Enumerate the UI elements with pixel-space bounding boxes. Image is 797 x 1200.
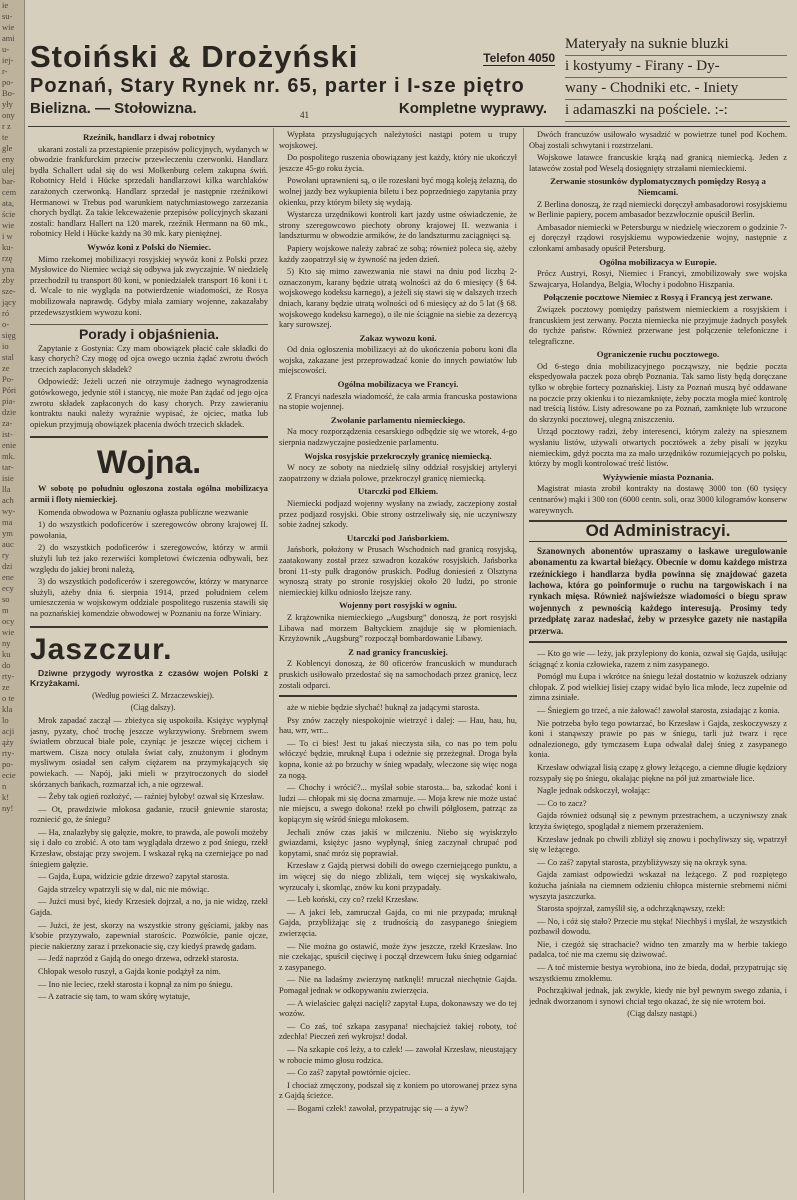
story-paragraph: — Kto go wie — leży, jak przylepiony do konia, ozwał się Gajda, usiłując ściągnąć z konia człowieka, razem z nim zasypanego. [529,649,787,669]
fold-fragment: po- [2,759,14,769]
fold-fragment: enie [2,440,17,450]
article-paragraph: 2) do wszystkich podoficerów i szeregowców, którzy w armii służyli lub też jako rezerwiści kompletowi ćwiczenia odbywali, bez względu do jakiej broni należą, [30,543,268,574]
fold-fragment: acji [2,726,15,736]
serial-title: Jaszczur. [30,626,268,666]
fold-fragment: ecie [2,770,16,780]
article-paragraph: Prócz Austryi, Rosyi, Niemiec i Francyi, zmobilizowały swe wojska Szwajcarya, Holandya, Belgia, Włochy i podobno Hiszpania. [529,269,787,289]
story-paragraph: — No, i cóż się stało? Przecie mu stęka! Niechbyś i myślał, że wszystkich pozbawił dowodu. [529,916,787,937]
fold-fragment: ecy [2,583,14,593]
fold-fragment: ze [2,363,10,373]
fold-fragment: lla [2,484,11,494]
fold-fragment: k! [2,792,10,802]
fold-fragment: dzi [2,561,13,571]
story-paragraph: — Ha, znalazłyby się gałęzie, mokre, to prawda, ale powoli możeby się i dało co zrobić. A oto tam wyglądała drzewo z pod śniegu, rzekł Krzesław, obstając przy swojem. I wskazał ręką na czerniejące po nad śniegiem gałęzie. [30,827,268,869]
left-page-fold [0,0,25,1200]
advert-title: Stoiński & Drożyński [30,39,359,74]
story-paragraph: Nagle jednak odskoczył, wołając: [537,786,651,796]
fold-fragment: ulej [2,165,15,175]
story-paragraph: Nie, i czegóż się strachacie? widno ten zmarzły ma w herbie takiego padalca, toć nie ma czemu się dziwować. [529,939,787,960]
story-paragraph: Krzesław z Gajdą pierwsi dobili do owego czerniejącego punktu, a im więcej się do niego zbliżali, tem więcej się wyskakiwało, wyrzucały i, skomląc, znów ku koni przypadały. [279,861,517,892]
story-paragraph: — Na szkapie coś leży, a to człek! — zawołał Krzesław, nieustający w robocie mimo głosu rodzica. [279,1044,517,1065]
header-rule [28,126,790,127]
story-paragraph: — Gajda, Łupa, widzicie gdzie drzewo? zapytał starosta. [38,872,230,882]
fold-fragment: ny! [2,803,14,813]
fold-fragment: wie [2,220,15,230]
headline: Wojenny port rosyjski w ogniu. [339,600,457,611]
story-paragraph: — Jużci, że jest, skorzy na wszystkie strony gęściami, jakby nas k'sobie przyzywało, zapewniał starościc. Pozwólcie, panie ojcze, piecie nakierzny zaraz i przekonacie się, czy kiedyś prawdę gadam. [30,920,268,951]
story-paragraph: — To ci bies! Jest tu jakaś nieczysta siła, co nas po tem polu włóczyć będzie, mruknął Łupa i odeżnie się przeżegnał. Droga była kopna, konie aż po brzuchy w śnieg wpadały, wleczone się więc noga za nogą. [279,738,517,780]
story-paragraph: Gajda strzelcy wpatrzyli się w dal, nic nie mówiąc. [38,884,210,894]
headline: Wywóz koni z Polski do Niemiec. [87,241,211,252]
article-paragraph: Od 6-stego dnia mobilizacyjnego począwszy, nie będzie poczta ekspedyowała paczek poza obręb Poznania. Tak samo listy będą doręczane tylko w obrębie fortecy poznańskiej. Listy za Poznań muszą być oddawane na poczcie przy okienku i to niezamknięte, żeby poczta mogła mieć kontrolę nad treścią listów. Listy adresowane po za Poznań, zamknięte lub wrzucone do skrzynki pocztowej, ulegną zniszczeniu. [529,361,787,424]
fold-fragment: so [2,594,10,604]
fold-fragment: rzę [2,253,13,263]
story-paragraph: Pochrząkiwał jednak, jak zwykle, kiedy nie był pewnym swego zdania, i jednak dworzanom i synowi chciał tego okazać, że się nie wrotem boi. [529,986,787,1006]
article-paragraph: Urząd pocztowy radzi, żeby interesenci, którym zależy na spiesznem wysłaniu listów, używali otwartych pocztówek a żeby pisali w języku niemieckim, gdyż poczta ma za mało urzędników rozumiejących po polsku, którzy by mogli kontrolować treść listów. [529,427,787,469]
fold-fragment: o- [2,319,10,329]
fold-fragment: isie [2,473,14,483]
fold-fragment: ist- [2,429,13,439]
section-heading-advice: Porady i objaśnienia. [30,324,268,340]
story-paragraph: — A zatracie się tam, to wam skórę wytatuje, [38,992,191,1002]
fold-fragment: ąży [2,737,14,747]
column-2 [279,130,517,1190]
headline: Wyżywienie miasta Poznania. [602,471,714,482]
fold-fragment: io [2,341,9,351]
story-paragraph: Psy znów zaczęły niespokojnie wietrzyć i dalej: — Hau, hau, hu, hau, wrr, wrr... [279,715,517,736]
fold-fragment: Po- [2,374,14,384]
fold-fragment: ie [2,0,9,10]
fold-fragment: cem [2,187,17,197]
fold-fragment: jący [2,297,17,307]
story-paragraph: Chłopak wesoło ruszył, a Gajda konie podążył za nim. [38,967,221,976]
headline: Zakaz wywozu koni. [359,332,437,343]
advert-fabrics-line: wany - Chodniki etc. - Iniety [565,78,787,100]
story-paragraph: Mrok zapadać zaczął — zbieżyca się uspokoiła. Księżyc wypłynął jasny, pyzaty, choć trochę jeszcze wykrzywiony. Srebrnem swem światłem obrzucał białe pole, czyniąc je jeszcze więcej cichem i martwem. Cisza nocy otulała świat cały, znużonym i głodnym mysliwym osiadał sen całym ciężarem na przymykających się powiekach. — Napój, jaki mieli w przytroczonych do siodeł skórzanych bańkach, rozmarzał ich, a nie ogrzewał. [30,715,268,789]
fold-fragment: gle [2,143,13,153]
article-paragraph: Powołani uprawnieni są, o ile rozesłani być mogą koleją żelazną, do wolnej jazdy bez wykupienia biletu i bez poprzedniego zapytania przy okienku, przy którym bilety się wydają. [279,176,517,207]
advert-stoinski [30,40,555,122]
fold-fragment: su- [2,11,13,21]
fold-fragment: eny [2,154,15,164]
fold-fragment: r- [2,66,8,76]
fold-fragment: o te [2,693,15,703]
story-paragraph: Gajda również odsunął się z pewnym przestrachem, a uczyniwszy znak krzyża świętego, spoglądał z niemem przerażeniem. [529,811,787,831]
story-paragraph: — Śniegiem go trzeć, a nie żałować! zawołał starosta, zsiadając z konia. [537,706,780,715]
story-paragraph: aże w niebie będzie słychać! huknął za jadącymi starosta. [287,703,480,713]
fold-fragment: pia- [2,396,16,406]
fold-fragment: ami [2,33,15,43]
story-paragraph: — Co to zacz? [537,798,587,808]
fold-fragment: lo [2,715,9,725]
fold-fragment: ene [2,572,14,582]
article-paragraph: Do pospolitego ruszenia obowiązany jest każdy, który nie ukończył jeszcze 45-go roku życia. [279,153,517,173]
advert-fabrics-line: i adamaszki na pościele. :-: [565,100,787,122]
advert-goods [30,98,555,120]
story-paragraph: — Co zaś? zapytał starosta, przybliżywszy się na okrzyk syna. [537,857,748,867]
advert-goods-left: Bielizna. — Stołowizna. [30,100,197,117]
story-paragraph: — Leb koński, czy co? rzekł Krzesław. [287,895,419,905]
article-paragraph: Od dnia ogłoszenia mobilizacyi aż do ukończenia poboru koni dla wojska, zakazane jest przeprowadzać konie do innych powiatów lub miejscowości. [279,345,517,376]
advert-fabrics [565,34,787,124]
fold-fragment: ku- [2,242,14,252]
story-paragraph: — Nie na ladaśmy zwierzynę natknęli! mruczał niechętnie Gajda. Pomagał jednak w odkopywaniu zwierzęcia. [279,975,517,995]
article-paragraph: Związek pocztowy pomiędzy państwem niemieckiem a rosyjskiem i francuskiem jest zerwany. Poczta niemiecka nie przyjmuje żadnych posyłek do tychże państw. Również przerwane jest połączenie telefoniczne i telegraficzne. [529,304,787,346]
article-paragraph: 3) do wszystkich podoficerów i szeregowców, którzy w marynarce służyli, ażeby dnia 6. sierpnia 1914, przed południem celem umieszczenia w wojskowym oddziale pospolitego ruszenia stawili się na poznańskiej komendzie obwodowej w Poznaniu na forze Winiary. [30,577,268,618]
serial-to-be-continued: (Ciąg dalszy nastąpi.) [627,1009,697,1019]
headline: Zerwanie stosunków dyplomatycznych pomiędzy Rosyą a Niemcami. [550,176,766,197]
story-paragraph: Jechali znów czas jakiś w milczeniu. Niebo się wyiskrzyło gwiazdami, księżyc jasno wypłynął, śnieg zaczynał chrupać pod kopytami, snać mróz się poprawiał. [279,827,517,858]
story-paragraph: — Żeby tak ogień rozłożyć, — raźniej byłoby! ozwał się Krzesław. [38,792,264,802]
fold-fragment: Bo- [2,88,15,98]
fold-fragment: wie [2,627,15,637]
story-paragraph: Pomógł mu Łupa i wkrótce na śniegu leżał dostatnio w kożuszek odziany chłopak. Z pod wielkiej lisiej czapy widać było lica młode, lecz zupełnie od zimna zsiniałe. [529,672,787,703]
story-paragraph: — Jedź naprzód z Gajdą do onego drzewa, odrzekł starosta. [38,954,239,964]
headline: Utarczki pod Jańsborkiem. [346,532,450,543]
fold-fragment: rty- [2,671,15,681]
article-paragraph: W nocy ze soboty na niedzielę silny oddział rosyjskiej artyleryi zaopatrzony w działa polowe, przekroczył granicę niemiecką. [279,463,517,483]
story-paragraph: — Ino nie leciec, rzekł starosta i kopnął za nim po śniegu. [38,979,233,989]
story-paragraph: — Nie można go ostawić, może żyw jeszcze, rzekł Krzesław. Ino nie czekając, spuścił cięciwę i począł drzewcem łuku śnieg odgarniać z zasypanego. [279,941,517,972]
fold-fragment: kla [2,704,13,714]
fold-fragment: n [2,781,7,791]
advert-fabrics-line: Materyały na suknie bluzki [565,34,787,56]
headline: Rzeźnik, handlarz i dwaj robotnicy [82,132,216,142]
headline: Połączenie pocztowe Niemiec z Rosyą i Francyą jest zerwane. [543,292,773,303]
fold-fragment: iej- [2,55,14,65]
fold-fragment: yły [2,99,13,109]
story-paragraph: — A wielaściec gałęzi nacięli? zapytał Łupa, dokonawszy we do tej wozów. [279,998,517,1019]
headline: Z nad granicy francuskiej. [348,646,448,657]
fold-fragment: bar- [2,176,16,186]
article-paragraph: Na mocy rozporządzenia cesarskiego odbędzie się we wtorek, 4-go sierpnia nadzwyczajne posiedzenie parlamentu. [279,427,517,448]
fold-fragment: zby [2,275,15,285]
article-paragraph: Mimo rzekomej mobilizacyi rosyjskiej wywóz koni z Polski przez Mysłowice do Niemiec wciąż się odbywa jak zwyczajnie. W niedzielę przechodził tu transport 80 koni, w poniedziałek transport 16 koni i t. d. Wcale to nie wygląda na potwierdzenie wiadomości, że Rosya mobilizowała naprawdę. Gdyby miała zamiary wojenne, zakazałaby przedewszystkiem wywozu koni. [30,254,268,317]
fold-fragment: ku [2,649,11,659]
headline: Ograniczenie ruchu pocztowego. [596,349,720,360]
article-paragraph: Wypłata przysługujących należytości nastąpi potem u trupy wojskowej. [279,130,517,150]
story-paragraph: Krzesław jednak po chwili zbliżył się znowu i pochyliwszy się, wpatrzył się w leżącego. [529,834,787,855]
headline: Utarczki pod Ełkiem. [357,486,439,497]
story-paragraph: — A toć misternie bestya wyrobiona, ino że bieda, dodał, przypatrując się wszystkiemu zmokłemu. [529,963,787,983]
headline: Wojska rosyjskie przekroczyły granicę niemiecką. [304,450,492,461]
column-divider [273,128,274,1193]
fold-fragment: ry [2,550,10,560]
fold-fragment: ze [2,682,10,692]
fold-fragment: rty- [2,748,15,758]
fold-fragment: ym [2,528,13,538]
article-paragraph: Niemiecki podjazd wojenny wysłany na zwiady, zaczepiony został przez podjazd rosyjski. Obie strony ostrzeliwały się, nie uczyniwszy sobie żadnej szkody. [279,499,517,530]
advert-address: Poznań, Stary Rynek nr. 65, parter i I-sze piętro [30,75,525,97]
fold-fragment: ny [2,638,11,648]
fold-fragment: sięg [2,330,16,340]
fold-fragment: ma [2,517,13,527]
article-paragraph: ukarani zostali za przestąpienie przepisów policyjnych, wydanych w obwodzie frankfurckim przeciw przewleczeniu czerwonki. Handlarz bydła Schallert udał się do wsi Molkenburg celem zakupna świń. Robotnicy Held i Hücke sprzedali handlarzowi kilka warchlaków zarażonych czerwonką. Handlarz sprzedał je następnie rzeźnikowi Hermanowi w Trebus pod warunkiem natychmiastowego zarzezania chorych bydląt. Za takie lekceważenie przepisów policyjnych skazani zostali: handlarz Hallert na 120 marek, rzeźnik Hermann na 60 mk., robotnicy Held i Hücke każdy na 30 mk. kary pieniężnej. [30,144,268,239]
fold-fragment: ście [2,209,16,219]
story-paragraph: — Co zaś? zapytał powtórnie ojciec. [287,1068,411,1078]
column-1 [30,130,268,1190]
article-paragraph: Wystarcza urzędnikowi kontroli kart jazdy ustne oświadczenie, że strony szeregowcowo piechoty obrony krajowej II. wezwania i landszturmu w obwodzie armików, że do landszturmu zaciągnięci są. [279,210,517,241]
fold-fragment: stal [2,352,14,362]
fold-fragment: po- [2,77,14,87]
fold-fragment: r z [2,121,11,131]
article-paragraph: Ambasador niemiecki w Petersburgu w niedzielę wieczorem o godzinie 7-ej doręczył rządowi rosyjskiemu wypowiedzenie wojny, następnie z członkami ambasady opuścił Petersburg. [529,222,787,253]
article-paragraph: 1) do wszystkich podoficerów i szeregowców obrony krajowej II. powołania, [30,520,268,540]
fold-fragment: u- [2,44,10,54]
fold-fragment: Póri [2,385,17,395]
article-paragraph: Papiery wojskowe należy zabrać ze sobą; również poleca się, ażeby każdy zaopatrzył się w żywność na jeden dzień. [279,243,517,264]
article-paragraph: Z Francyi nadeszła wiadomość, że cała armia francuska postawiona na stopie wojennej. [279,391,517,412]
story-paragraph: — Chochy i wrócić?... myślał sobie starosta... ba, szkodać koni i ludzi — chłopak mi się docna zmarnuje. — Moja krew nie może ustać nie miejscu, a swego dokona! rzekł po chwili półgłosem, patrząc za kopiącym się wśród śniegu młokosem. [279,783,517,825]
section-heading-administration: Od Administracyi. [529,520,787,542]
fold-fragment: wie [2,22,15,32]
article-paragraph: Magistrat miasta zrobił kontrakty na dostawę 3000 ton (60 tysięcy centnarów) mąki i 300 ton (6000 centn. soli, oraz 3000 kilogramów konserw wareywnych. [529,484,787,515]
fold-fragment: yna [2,264,15,274]
page-number: 41 [300,110,309,120]
story-paragraph: I chociaż zmęczony, podszał się z koniem po utorowanej przez syna z Gajdą ścieżce. [279,1080,517,1101]
article-paragraph: Z Koblencyi donoszą, że 80 oficerów francuskich w mundurach pruskich usiłowało przedostać się na samochodach przez granicę, lecz zostali odparci. [279,659,517,697]
article-paragraph: Jańsbork, położony w Prusach Wschodnich nad granicą rosyjską, zaatakowany został przez szwadron kozaków rosyjskich. Jańsborka broni 11-sty pułk dragonów pruskich. Podług doniesień z Olsztyna wynoszą straty po stronie rosyjskiej około 20 ludzi, po stronie niemieckiej kilku odniosło lżejsze rany. [279,545,517,597]
fold-fragment: mk. [2,451,15,461]
serial-subtitle: Dziwne przygody wyrostka z czasów wojen Polski z Krzyżakami. [30,667,268,689]
advert-fabrics-line: i kostyumy - Firany - Dy- [565,56,787,78]
serial-continued: (Ciąg dalszy). [130,703,176,713]
headline: Ogólna mobilizacya we Francyi. [337,379,459,390]
story-paragraph: — Bogami człek! zawołał, przypatrując się — a żyw? [287,1103,469,1113]
headline: Zwołanie parlamentu niemieckiego. [330,414,466,425]
article-lead: W sobotę po południu ogłoszona została ogólna mobilizacya armii i floty niemieckiej. [30,484,268,505]
fold-fragment: tar- [2,462,14,472]
fold-fragment: do [2,660,11,670]
article-paragraph: Wojskowe latawce francuskie krążą nad granicą niemiecką. Jeden z latawców został pod Weselą dosięgnięty strzałami niemieckiemi. [529,153,787,173]
story-paragraph: Starosta spojrzał, zamyślił się, a odchrząknąwszy, rzekł: [537,904,726,914]
advert-goods-right: Kompletne wyprawy. [398,100,547,117]
fold-fragment: za- [2,418,13,428]
story-paragraph: — Ot, prawdziwie młokosa gadanie, rzucił gniewnie starosta; rozniecić go, że śniegu? [30,804,268,825]
column-3 [529,130,787,1190]
article-paragraph: 5) Kto się mimo zawezwania nie stawi na dniu pod liczbą 2-oznaczonym, karany będzie utratą wolności aż do 6 miesięcy (§ 64. wojskowego kodeksu karnego), a jeżeli się stawi się w dalszych trzech dniach, karany będzie utratą wolności od 6 miesięcy aż do 5 lat (§ 68. wojskowego kodeksu karnego), o ile nie ściągnie na siebie za dezercyą kary surowszej. [279,267,517,330]
story-paragraph: — Co zaś, toć szkapa zasypana! niechajcież takiej roboty, toć zdechła! Pieczeń zeń wykrojsz! dodał. [279,1021,517,1042]
administration-notice: Szanownych abonentów upraszamy o łaskawe uregulowanie abonamentu za kwartał bieżący. Obecnie w domu każdego mistrza rzeźnickiego i handlarza bydła powinna się znajdować gazeta lachowa, która go poinformuje o ruchu na targowiskach i na rynkach mięsa. Również najświeższe wiadomości o biegu spraw wojennych z pewnością każdego interesują. Prosimy tedy przedpłatę zaraz nadesłać, żeby w przesyłce gazety nie nastąpiła przerwa. [529,546,787,643]
fold-fragment: ró [2,308,10,318]
fold-fragment: te [2,132,9,142]
story-paragraph: Krzesław odwiązał lisią czapę z głowy leżącego, a ciemne długie kędziory rozsypały się po śniegu, okalając piękne na pół już zmartwiałe lice. [529,762,787,783]
fold-fragment: ata, [2,198,15,208]
fold-fragment: ocy [2,616,15,626]
fold-fragment: i w [2,231,13,241]
article-paragraph: Z krążownika niemieckiego „Augsburg” donoszą, że port rosyjski Libawa nad morzem Bałtyckiem znajduje się w płomieniach. Krzyżownik „Augsburg” rozpoczął bombardowanie Libawy. [279,612,517,644]
headline: Ogólna mobilizacya w Europie. [599,256,717,267]
section-heading-war: Wojna. [30,436,268,480]
story-paragraph: — A jakci leb, zamruczał Gajda, co mi nie przypada; mruknął Gajda, przybliżając się z trudnością do zasypanego śniegiem zwierzęcia. [279,907,517,938]
fold-fragment: wy- [2,506,16,516]
column-divider [523,128,524,1193]
article-paragraph: Z Berlina donoszą, że rząd niemiecki doręczył ambasadorowi rosyjskiemu w Berlinie papiery, pocem ambasador bezzwłocznie opuścił Berlin. [529,199,787,220]
fold-fragment: m [2,605,9,615]
article-paragraph: Dwóch francuzów usiłowało wysadzić w powietrze tunel pod Kochem. Obaj zostali schwytani i rozstrzelani. [529,130,787,150]
article-paragraph: Odpowiedź: Jeżeli uczeń nie otrzymuje żadnego wynagrodzenia gotówkowego, jedynie stół i stancyę, nie może Pan żądać od jego ojca zwrotu składek zapłaconych do kasy chorych. Przy zawieraniu kontraktu nauki należy wyraźnie wypisać, że ojciec, matka lub opiekun przyjmują obowiązek płacenia dwóch trzecich składek. [30,377,268,429]
fold-fragment: sze- [2,286,16,296]
story-paragraph: — Jużci musi być, kiedy Krzesiek dojrzał, a no, ja nie widzę, rzekł Gajda. [30,897,268,918]
fold-fragment: ony [2,110,15,120]
fold-fragment: auc [2,539,14,549]
fold-fragment: ach [2,495,14,505]
serial-source: (Według powieści Z. Mrzaczewskiej). [92,690,214,700]
advert-phone: Telefon 4050 [483,51,555,65]
article-paragraph: Zapytanie z Gostynia: Czy mam obowiązek płacić całe składki do kasy chorych? Czy mogę od ojca owego ucznia żądać zwrotu dwóch trzecich zapłaconych składek? [30,343,268,374]
article-paragraph: Komenda obwodowa w Poznaniu ogłasza publiczne wezwanie [38,507,249,517]
story-paragraph: Nie potrzeba było tego powtarzać, bo Krzesław i Gajda, zeskoczywszy z koni i stanąwszy prawie po pas w śniegu, tarli już twarz i ręce odnalezionego, gdy tymczasem Łupa odwalał dalej śnieg z zasypanego konia. [529,718,787,760]
fold-fragment: dzie [2,407,17,417]
story-paragraph: Gajda zamiast odpowiedzi wskazał na leżącego. Z pod rozpiętego kożucha jaśniała na ciemnem odzieniu chłopca misternie srebrnemi nićmi wyszyta jaszczurka. [529,870,787,901]
